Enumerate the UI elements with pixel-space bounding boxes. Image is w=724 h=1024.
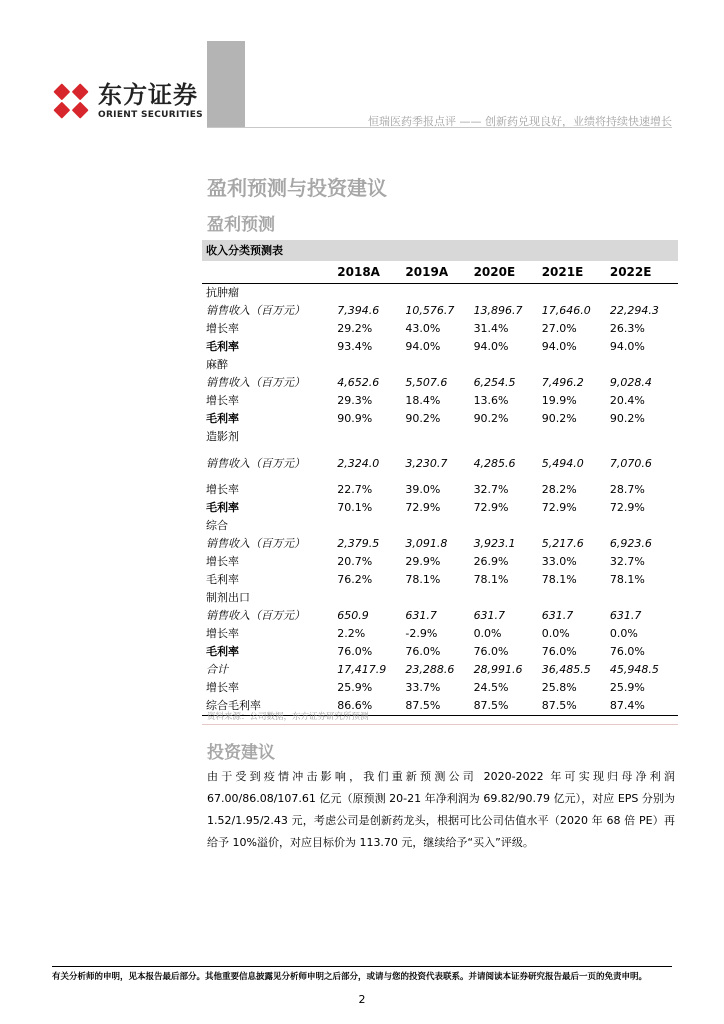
row-value — [610, 517, 678, 535]
header-blank-cell — [202, 261, 337, 284]
row-value: 25.9% — [609, 681, 645, 694]
row-value: 78.1% — [541, 573, 577, 586]
row-label: 抗肿瘤 — [206, 286, 239, 299]
table-row — [202, 338, 678, 356]
row-value: 43.0% — [405, 322, 441, 335]
row-value — [542, 428, 610, 446]
row-value: 18.4% — [405, 394, 441, 407]
row-label: 销售收入（百万元） — [206, 376, 305, 389]
table-row — [202, 625, 678, 643]
row-value: 10,576.7 — [405, 304, 455, 317]
row-value: 94.0% — [473, 340, 509, 353]
table-row — [202, 428, 678, 446]
row-label: 麻醉 — [206, 358, 228, 371]
row-label: 毛利率 — [206, 645, 239, 658]
table-row — [202, 284, 678, 303]
table-row — [202, 499, 678, 517]
row-value: 33.7% — [405, 681, 441, 694]
row-value: 28.2% — [541, 483, 577, 496]
row-value — [474, 284, 542, 303]
row-value: 631.7 — [609, 609, 642, 622]
row-value: 631.7 — [473, 609, 506, 622]
invest-title: 投资建议 — [207, 743, 275, 763]
row-value — [474, 589, 542, 607]
row-value — [474, 428, 542, 446]
table-row — [202, 356, 678, 374]
row-value: 29.2% — [337, 322, 373, 335]
year-header: 2020E — [474, 261, 542, 284]
row-value: 0.0% — [609, 627, 638, 640]
row-label: 毛利率 — [206, 412, 239, 425]
row-value: 25.9% — [337, 681, 373, 694]
row-value: 3,091.8 — [405, 537, 448, 550]
row-value: 4,652.6 — [337, 376, 380, 389]
row-value: 7,496.2 — [541, 376, 584, 389]
row-value: 72.9% — [473, 501, 509, 514]
table-row — [202, 446, 678, 481]
table-row — [202, 589, 678, 607]
table-row — [202, 374, 678, 392]
footer-divider — [52, 966, 672, 967]
row-value — [337, 428, 405, 446]
row-label: 销售收入（百万元） — [206, 537, 305, 550]
orient-logo-icon — [50, 80, 92, 122]
row-value — [542, 517, 610, 535]
row-label: 增长率 — [206, 322, 239, 335]
year-header: 2019A — [405, 261, 473, 284]
table-row — [202, 553, 678, 571]
row-value: 76.0% — [609, 645, 645, 658]
row-value: 90.2% — [541, 412, 577, 425]
table-row — [202, 410, 678, 428]
row-value: 78.1% — [473, 573, 509, 586]
row-label: 销售收入（百万元） — [206, 609, 305, 622]
row-value: 23,288.6 — [405, 663, 455, 676]
table-body — [202, 284, 678, 716]
table-row — [202, 481, 678, 499]
row-value: 26.3% — [609, 322, 645, 335]
revenue-forecast-table — [202, 240, 678, 716]
row-value — [337, 589, 405, 607]
table-row — [202, 571, 678, 589]
table-row — [202, 392, 678, 410]
row-value: 20.4% — [609, 394, 645, 407]
footer-disclaimer: 有关分析师的申明，见本报告最后部分。其他重要信息披露见分析师申明之后部分，或请与您的投资代表联系。并请阅读本证券研究报告最后一页的免责申明。 — [52, 972, 648, 982]
row-value — [337, 356, 405, 374]
page-number: 2 — [358, 993, 366, 1006]
row-label: 毛利率 — [206, 573, 239, 586]
row-value: 94.0% — [541, 340, 577, 353]
row-label: 增长率 — [206, 627, 239, 640]
row-value: 33.0% — [541, 555, 577, 568]
row-value: 87.5% — [542, 697, 610, 716]
row-value: 0.0% — [541, 627, 570, 640]
year-header: 2022E — [610, 261, 678, 284]
row-value: 93.4% — [337, 340, 373, 353]
row-value: 90.2% — [405, 412, 441, 425]
row-value: 13.6% — [473, 394, 509, 407]
row-value: 94.0% — [609, 340, 645, 353]
row-value: 78.1% — [405, 573, 441, 586]
row-value: 32.7% — [473, 483, 509, 496]
row-label: 销售收入（百万元） — [206, 304, 305, 317]
table-row — [202, 679, 678, 697]
row-value — [405, 589, 473, 607]
row-value: 94.0% — [405, 340, 441, 353]
row-value: 31.4% — [473, 322, 509, 335]
row-value — [337, 517, 405, 535]
row-value: 72.9% — [541, 501, 577, 514]
row-value: 6,923.6 — [609, 537, 652, 550]
table-row — [202, 302, 678, 320]
row-value: 36,485.5 — [541, 663, 591, 676]
row-value: 26.9% — [473, 555, 509, 568]
row-value: 2.2% — [337, 627, 366, 640]
row-value: 25.8% — [541, 681, 577, 694]
table-row — [202, 607, 678, 625]
table-row — [202, 535, 678, 553]
row-value: 72.9% — [609, 501, 645, 514]
row-value — [474, 517, 542, 535]
row-value: 24.5% — [473, 681, 509, 694]
row-value: 45,948.5 — [609, 663, 659, 676]
row-value: 28,991.6 — [473, 663, 523, 676]
table-row — [202, 643, 678, 661]
row-value: 29.9% — [405, 555, 441, 568]
row-value: 2,379.5 — [337, 537, 380, 550]
header-divider — [207, 127, 672, 128]
row-value: 7,394.6 — [337, 304, 380, 317]
row-value: 39.0% — [405, 483, 441, 496]
row-value — [405, 356, 473, 374]
row-label: 销售收入（百万元） — [206, 456, 305, 470]
table-row — [202, 517, 678, 535]
row-value — [474, 356, 542, 374]
row-value: 70.1% — [337, 501, 373, 514]
row-value — [542, 589, 610, 607]
source-note: 资料来源：公司数据，东方证券研究所预测 — [207, 712, 369, 722]
row-label: 综合毛利率 — [202, 697, 337, 716]
report-header-title: 恒瑞医药季报点评 —— 创新药兑现良好，业绩将持续快速增长 — [368, 115, 672, 128]
row-value: 86.6% — [337, 697, 405, 716]
row-label: 制剂出口 — [206, 591, 250, 604]
logo-cn-text: 东方证券 — [98, 81, 198, 109]
row-value: 87.5% — [474, 697, 542, 716]
row-label: 综合 — [206, 519, 228, 532]
row-value: 76.0% — [541, 645, 577, 658]
row-value: 650.9 — [337, 609, 369, 622]
row-value: 20.7% — [337, 555, 373, 568]
row-value: 4,285.6 — [473, 456, 516, 470]
row-value — [610, 284, 678, 303]
row-value: 3,230.7 — [405, 456, 448, 470]
row-value: 76.0% — [405, 645, 441, 658]
row-value: 28.7% — [609, 483, 645, 496]
logo-en-text: ORIENT SECURITIES — [98, 110, 203, 120]
row-value: 72.9% — [405, 501, 441, 514]
row-value: 22,294.3 — [609, 304, 659, 317]
row-value: 19.9% — [541, 394, 577, 407]
row-label: 合计 — [206, 663, 228, 676]
row-value: 2,324.0 — [337, 456, 380, 470]
row-label: 增长率 — [206, 555, 239, 568]
row-value: 87.5% — [405, 697, 473, 716]
row-value — [542, 284, 610, 303]
section-title: 盈利预测与投资建议 — [207, 176, 387, 200]
row-value: 76.0% — [337, 645, 373, 658]
table-row — [202, 661, 678, 679]
sub-title: 盈利预测 — [207, 215, 275, 235]
company-logo — [50, 80, 203, 122]
row-label: 增长率 — [206, 483, 239, 496]
table-row — [202, 320, 678, 338]
row-label: 毛利率 — [206, 340, 239, 353]
row-value: 5,217.6 — [541, 537, 584, 550]
row-value: 90.2% — [609, 412, 645, 425]
row-value — [405, 284, 473, 303]
year-header: 2021E — [542, 261, 610, 284]
row-value: -2.9% — [405, 627, 438, 640]
row-value — [542, 356, 610, 374]
row-value: 5,507.6 — [405, 376, 448, 389]
row-value: 3,923.1 — [473, 537, 516, 550]
table-header-row — [202, 261, 678, 284]
row-label: 毛利率 — [206, 501, 239, 514]
row-value: 78.1% — [609, 573, 645, 586]
row-value: 0.0% — [473, 627, 502, 640]
row-value: 87.4% — [610, 697, 678, 716]
row-value: 22.7% — [337, 483, 373, 496]
forecast-table — [202, 261, 678, 716]
row-value — [405, 517, 473, 535]
row-value: 5,494.0 — [541, 456, 584, 470]
header-gray-bar — [207, 41, 245, 127]
row-label: 造影剂 — [206, 430, 239, 443]
row-label: 增长率 — [206, 681, 239, 694]
row-value: 17,646.0 — [541, 304, 591, 317]
row-value: 76.0% — [473, 645, 509, 658]
row-value: 17,417.9 — [337, 663, 387, 676]
row-value: 9,028.4 — [609, 376, 652, 389]
row-value: 7,070.6 — [609, 456, 652, 470]
table-title: 收入分类预测表 — [202, 240, 678, 261]
row-value: 90.2% — [473, 412, 509, 425]
row-value: 6,254.5 — [473, 376, 516, 389]
row-value: 32.7% — [609, 555, 645, 568]
row-value — [610, 428, 678, 446]
row-value — [405, 428, 473, 446]
row-value — [337, 284, 405, 303]
row-value: 13,896.7 — [473, 304, 523, 317]
row-label: 增长率 — [206, 394, 239, 407]
year-header: 2018A — [337, 261, 405, 284]
source-divider — [202, 724, 678, 725]
row-value: 27.0% — [541, 322, 577, 335]
row-value: 631.7 — [541, 609, 574, 622]
row-value: 90.9% — [337, 412, 373, 425]
row-value — [610, 356, 678, 374]
row-value: 76.2% — [337, 573, 373, 586]
row-value: 631.7 — [405, 609, 437, 622]
row-value: 29.3% — [337, 394, 373, 407]
row-value — [610, 589, 678, 607]
invest-paragraph: 由于受到疫情冲击影响，我们重新预测公司 2020-2022 年可实现归母净利润 67.00/86.08/107.61 亿元（原预测 20-21 年净利润为 69.82/90.79 亿元），对应 EPS 分别为 1.52/1.95/2.43 元，考虑公司是创新药龙头，根据可比公司估值水平（2020 年 68 倍 PE）再给予 10%溢价，对应目标价为 113.70 元，继续给予“买入”评级。 — [207, 770, 675, 849]
